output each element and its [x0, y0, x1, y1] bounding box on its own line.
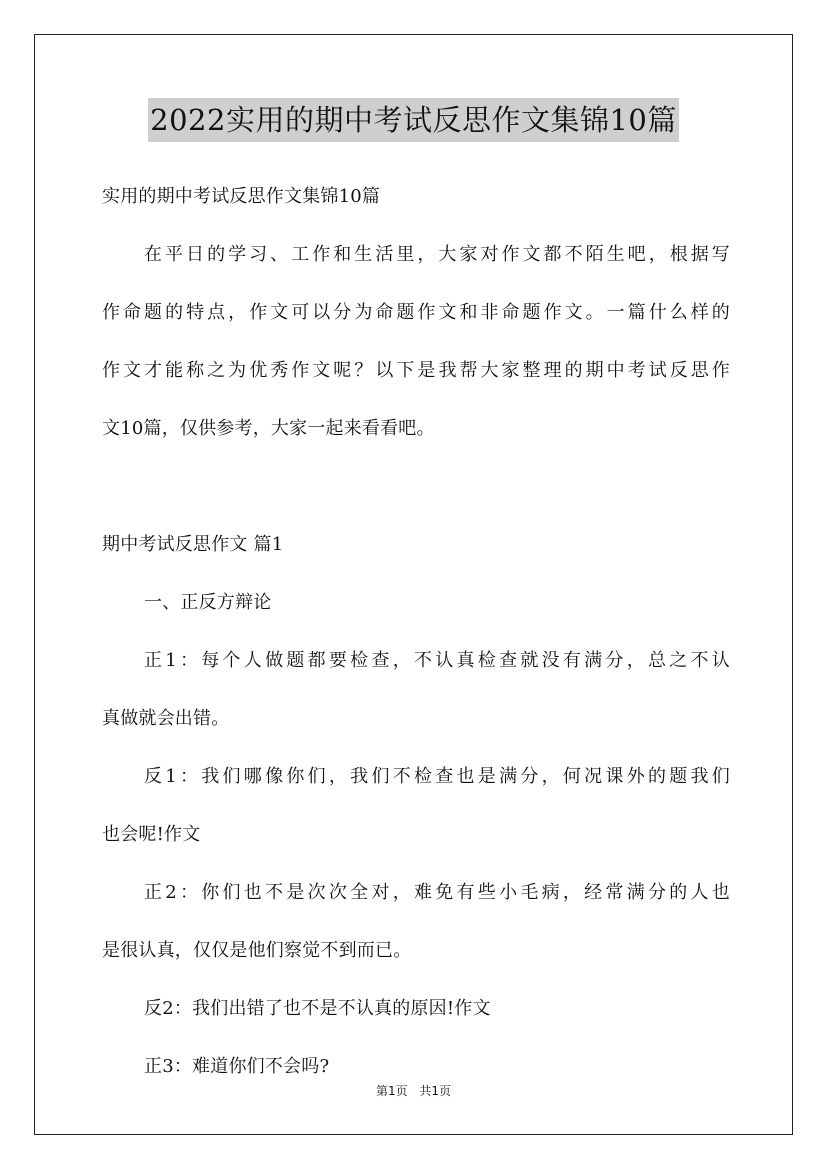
document-body — [102, 168, 730, 1096]
section-heading: 期中考试反思作文 篇1 — [102, 534, 284, 555]
page-footer — [0, 1082, 827, 1099]
page-number-current: 第1页 — [375, 1084, 408, 1098]
debate-line: 反2：我们出错了也不是不认真的原因!作文 — [144, 998, 491, 1019]
debate-line: 反1：我们哪像你们，我们不检查也是满分，何况课外的题我们 — [144, 766, 730, 787]
section-subheading: 一、正反方辩论 — [144, 592, 272, 613]
intro-line: 在平日的学习、工作和生活里，大家对作文都不陌生吧，根据写 — [144, 244, 730, 265]
debate-line: 正1：每个人做题都要检查，不认真检查就没有满分，总之不认 — [144, 650, 730, 671]
title-container — [0, 98, 827, 142]
intro-line: 作命题的特点，作文可以分为命题作文和非命题作文。一篇什么样的 — [102, 302, 730, 323]
intro-line: 作文才能称之为优秀作文呢？以下是我帮大家整理的期中考试反思作 — [102, 360, 730, 381]
intro-line: 文10篇，仅供参考，大家一起来看看吧。 — [102, 418, 435, 439]
document-title: 2022实用的期中考试反思作文集锦10篇 — [148, 98, 679, 142]
debate-line: 正2：你们也不是次次全对，难免有些小毛病，经常满分的人也 — [144, 882, 730, 903]
debate-line: 正3：难道你们不会吗? — [144, 1056, 330, 1077]
document-subtitle: 实用的期中考试反思作文集锦10篇 — [102, 186, 381, 207]
page-number-total: 共1页 — [419, 1084, 452, 1098]
debate-line: 真做就会出错。 — [102, 708, 230, 729]
debate-line: 是很认真，仅仅是他们察觉不到而已。 — [102, 940, 412, 961]
paragraph-gap — [102, 458, 730, 516]
debate-line: 也会呢!作文 — [102, 824, 201, 845]
